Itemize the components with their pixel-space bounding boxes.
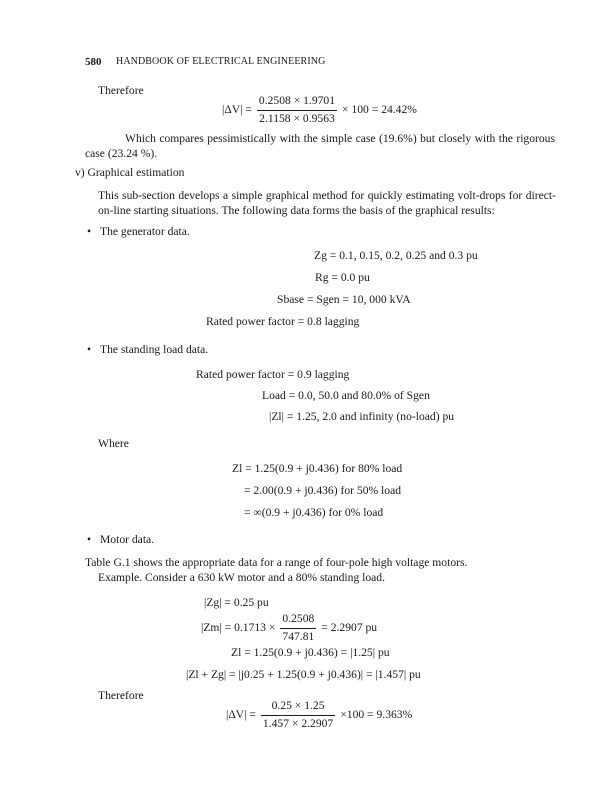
therefore-label-2: Therefore [98,689,144,702]
bullet-icon: • [87,533,92,546]
fraction-numerator: 0.2508 × 1.9701 [257,94,337,111]
page-number: 580 [85,56,102,68]
zm-numerator: 0.2508 [280,612,316,629]
zm-fraction [280,612,316,645]
standing-impedance: |Zl| = 1.25, 2.0 and infinity (no-load) pu [269,410,455,423]
equation-lhs: |ΔV| = [226,707,256,721]
example-sum: |Zl + Zg| = |j0.25 + 1.25(0.9 + j0.436)| = |1.457| pu [186,668,421,681]
zm-rhs: = 2.2907 pu [321,620,378,634]
where-label: Where [98,437,129,450]
equation-fraction [257,94,337,127]
standing-load-values: Load = 0.0, 50.0 and 80.0% of Sgen [262,389,430,402]
generator-rg: Rg = 0.0 pu [315,271,370,284]
therefore-label: Therefore [98,84,144,97]
volt-drop-equation-1 [222,94,417,127]
standing-power-factor: Rated power factor = 0.9 lagging [196,368,350,381]
comparison-paragraph: Which compares pessimistically with the simple case (19.6%) but closely with the rigorous case (23.24 %). [85,132,555,160]
equation-fraction [261,699,335,732]
example-text: Example. Consider a 630 kW motor and a 80% standing load. [98,571,385,584]
bullet-icon: • [87,225,92,238]
section-heading: v) Graphical estimation [75,166,185,179]
generator-power-factor: Rated power factor = 0.8 lagging [206,315,360,328]
where-line-50: = 2.00(0.9 + j0.436) for 50% load [244,484,402,497]
volt-drop-equation-2 [226,699,412,732]
example-zm-equation [201,612,377,645]
fraction-denominator: 2.1158 × 0.9563 [259,111,335,125]
equation-rhs: × 100 = 24.42% [342,102,417,116]
where-line-80: Zl = 1.25(0.9 + j0.436) for 80% load [232,462,403,475]
equation-rhs: ×100 = 9.363% [340,707,413,721]
example-zg: |Zg| = 0.25 pu [204,596,269,609]
intro-paragraph: This sub-section develops a simple graphical method for quickly estimating volt-drops for direct-on-line starting situations. The following data forms the basis of the graphical results: [98,189,556,217]
standing-load-heading: The standing load data. [100,343,209,356]
fraction-denominator: 1.457 × 2.2907 [262,716,334,730]
equation-lhs: |ΔV| = [222,102,252,116]
bullet-icon: • [87,343,92,356]
zm-denominator: 747.81 [282,629,315,643]
fraction-numerator: 0.25 × 1.25 [261,699,335,716]
generator-heading: The generator data. [100,225,190,238]
generator-sbase: Sbase = Sgen = 10, 000 kVA [277,293,411,306]
zm-lhs: |Zm| = 0.1713 × [201,620,276,634]
motor-heading: Motor data. [100,533,155,546]
where-line-0: = ∞(0.9 + j0.436) for 0% load [244,506,384,519]
table-reference-text: Table G.1 shows the appropriate data for a range of four-pole high voltage motors. [85,556,468,569]
running-title: HANDBOOK OF ELECTRICAL ENGINEERING [116,56,326,67]
generator-zg: Zg = 0.1, 0.15, 0.2, 0.25 and 0.3 pu [314,249,478,262]
example-zl: Zl = 1.25(0.9 + j0.436) = |1.25| pu [231,646,390,659]
